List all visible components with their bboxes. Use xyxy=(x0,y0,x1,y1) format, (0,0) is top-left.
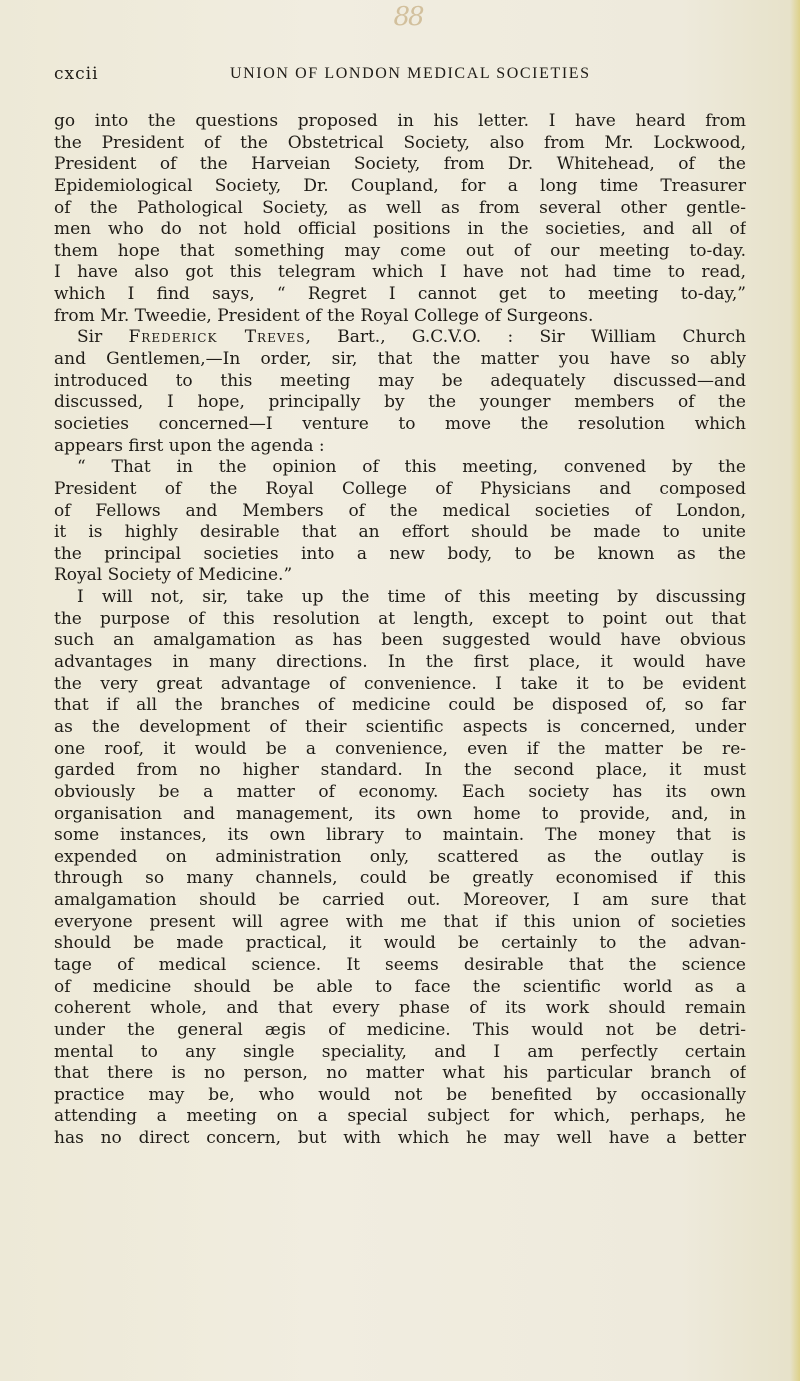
text-line: them hope that something may come out of our meeting to-day. xyxy=(54,240,746,261)
text-line: I have also got this telegram which I have not had time to read, xyxy=(54,262,746,283)
text-line: I will not, sir, take up the time of this meeting by discussing xyxy=(77,587,746,608)
text-line: garded from no higher standard. In the second place, it must xyxy=(54,760,746,781)
text-line: expended on administration only, scattered as the outlay is xyxy=(54,846,746,867)
text-line: discussed, I hope, principally by the younger members of the xyxy=(54,392,746,413)
text-line: tage of medical science. It seems desirable that the science xyxy=(54,954,746,975)
text-line: under the general ægis of medicine. This would not be detri- xyxy=(54,1019,746,1040)
text-line: of the Pathological Society, as well as from several other gentle- xyxy=(54,197,746,218)
speaker-prefix: Sir xyxy=(77,327,129,348)
text-line: introduced to this meeting may be adequately discussed—and xyxy=(54,370,746,391)
body-text xyxy=(54,111,746,1150)
text-line: mental to any single speciality, and I am perfectly certain xyxy=(54,1041,746,1062)
quoted-resolution-line: it is highly desirable that an effort should be made to unite xyxy=(54,522,746,543)
text-line: some instances, its own library to maintain. The money that is xyxy=(54,825,746,846)
speaker-line xyxy=(54,327,746,349)
speaker-title: , Bart., G.C.V.O. : Sir William Church xyxy=(305,327,746,348)
text-line: as the development of their scientific aspects is concerned, under xyxy=(54,716,746,737)
text-line: organisation and management, its own home to provide, and, in xyxy=(54,803,746,824)
quoted-resolution-line: “ That in the opinion of this meeting, convened by the xyxy=(77,457,746,478)
text-line: through so many channels, could be greatly economised if this xyxy=(54,868,746,889)
quoted-resolution-line: President of the Royal College of Physicians and composed xyxy=(54,478,746,499)
page-header xyxy=(54,64,744,88)
text-line: societies concerned—I venture to move the resolution which xyxy=(54,413,746,434)
text-line: has no direct concern, but with which he may well have a better xyxy=(54,1128,746,1149)
text-line: which I find says, “ Regret I cannot get to meeting to-day,” xyxy=(54,284,746,305)
text-line: the purpose of this resolution at length, except to point out that xyxy=(54,608,746,629)
text-line: such an amalgamation as has been suggested would have obvious xyxy=(54,630,746,651)
text-line: Epidemiological Society, Dr. Coupland, for a long time Treasurer xyxy=(54,175,746,196)
speaker-name: Frederick Treves xyxy=(128,327,306,348)
text-line: should be made practical, it would be certainly to the advan- xyxy=(54,933,746,954)
text-line: appears first upon the agenda : xyxy=(54,435,325,456)
text-line: President of the Harveian Society, from Dr. Whitehead, of the xyxy=(54,154,746,175)
text-line: obviously be a matter of economy. Each society has its own xyxy=(54,781,746,802)
page-edge-discoloration xyxy=(790,0,800,1381)
text-line: that if all the branches of medicine could be disposed of, so far xyxy=(54,695,746,716)
page-number: cxcii xyxy=(54,64,99,84)
text-line: men who do not hold official positions in the societies, and all of xyxy=(54,219,746,240)
text-line: amalgamation should be carried out. Moreover, I am sure that xyxy=(54,890,746,911)
quoted-resolution-line: of Fellows and Members of the medical societies of London, xyxy=(54,500,746,521)
text-line: the President of the Obstetrical Society, also from Mr. Lockwood, xyxy=(54,132,746,153)
text-line: practice may be, who would not be benefited by occasionally xyxy=(54,1084,746,1105)
running-title: UNION OF LONDON MEDICAL SOCIETIES xyxy=(230,65,591,82)
quoted-resolution-line: Royal Society of Medicine.” xyxy=(54,565,293,586)
text-line: coherent whole, and that every phase of its work should remain xyxy=(54,998,746,1019)
quoted-resolution-line: the principal societies into a new body, to be known as the xyxy=(54,543,746,564)
text-line: go into the questions proposed in his letter. I have heard from xyxy=(54,111,746,131)
text-line: attending a meeting on a special subject for which, perhaps, he xyxy=(54,1106,746,1127)
text-line: the very great advantage of convenience. I take it to be evident xyxy=(54,673,746,694)
text-line: everyone present will agree with me that if this union of societies xyxy=(54,911,746,932)
text-line: of medicine should be able to face the scientific world as a xyxy=(54,976,746,997)
text-line: from Mr. Tweedie, President of the Royal College of Surgeons. xyxy=(54,305,594,326)
text-line: and Gentlemen,—In order, sir, that the matter you have so ably xyxy=(54,349,746,370)
text-line: advantages in many directions. In the first place, it would have xyxy=(54,652,746,673)
text-line: that there is no person, no matter what his particular branch of xyxy=(54,1063,746,1084)
text-line: one roof, it would be a convenience, even if the matter be re- xyxy=(54,738,746,759)
pencil-page-mark: 88 xyxy=(393,2,423,32)
